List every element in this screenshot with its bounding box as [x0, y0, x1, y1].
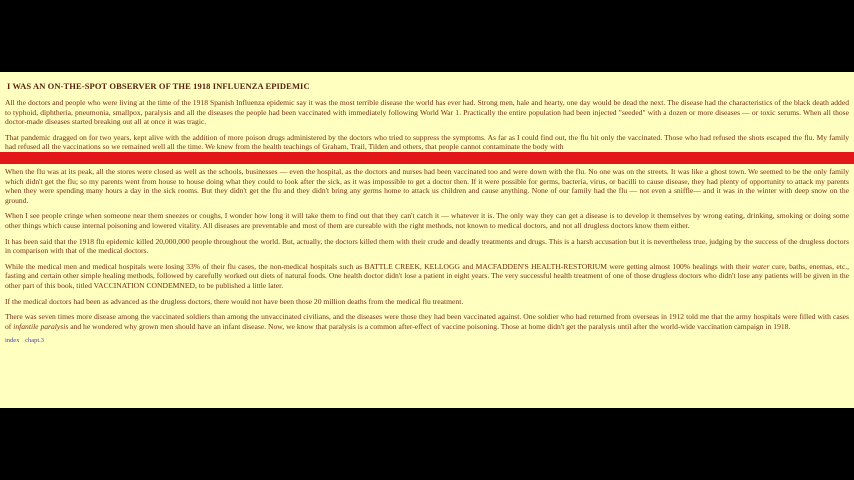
emphasis-infantile-paralysis: infantile paralysis	[13, 321, 69, 331]
paragraph-6-part-b: cure, baths, enemas, etc., fasting and certain other simple healing methods, followed by carefully worked out diets of natural foods. One health doctor didn't lose a patient in eight years. The very successful health treatment of one of those drugless doctors who didn't lose any patients will be given in the other part of this book, titled VACCINATION CONDEMNED, to be published a little later.	[5, 261, 849, 290]
footer-nav	[5, 337, 849, 344]
paragraph-8-part-b: and he wondered why grown men should have an infant disease. Now, we know that paralysis is a common after-effect of vaccine poisoning. Those at home didn't get the paralysis until after the world-wide vaccination campaign in 1918.	[68, 321, 791, 331]
paragraph-6-part-a: While the medical men and medical hospitals were losing 33% of their flu cases, the non-medical hospitals such as BATTLE CREEK, KELLOGG and MACFADDEN'S HEALTH-RESTORIUM were getting almost 100% healings with their	[5, 261, 753, 271]
emphasis-water: water	[752, 261, 770, 271]
paragraph-2: That pandemic dragged on for two years, kept alive with the addition of more poison drugs administered by the doctors who tried to suppress the symptoms. As far as I could find out, the flu hit only the vaccinated. Those who had refused the shots escaped the flu. My family had refused all the vaccinations so we remained well all the time. We knew from the health teachings of Graham, Trail, Tilden and others, that people cannot contaminate the body with	[5, 132, 849, 152]
paragraph-3: When the flu was at its peak, all the stores were closed as well as the schools, businesses — even the hospital, as the doctors and nurses had been vaccinated too and were down with the flu. No one was on the streets. It was like a ghost town. We seemed to be the only family which didn't get the flu; so my parents went from house to house doing what they could to look after the sick, as it was impossible to get a doctor then. If it were possible for germs, bacteria, virus, or bacilli to cause disease, they had plenty of opportunity to attack my parents when they were spending many hours a day in the sick rooms. But they didn't get the flu and they didn't bring any germs home to attack us children and cause anything. None of our family had the flu — not even a sniffle— and it was in the winter with deep snow on the ground.	[5, 166, 849, 205]
paragraph-7: If the medical doctors had been as advanced as the drugless doctors, there would not have been those 20 million deaths from the medical flu treatment.	[5, 296, 464, 306]
redacted-highlight-bar	[0, 152, 854, 164]
paragraph-1: All the doctors and people who were living at the time of the 1918 Spanish Influenza epidemic say it was the most terrible disease the world has ever had. Strong men, hale and hearty, one day would be dead the next. The disease had the characteristics of the black death added to typhoid, diphtheria, pneumonia, smallpox, paralysis and all the diseases the people had been vaccinated with immediately following World War 1. Practically the entire population had been injected "seeded" with a dozen or more diseases — or toxic serums. When all those doctor-made diseases started breaking out all at once it was tragic.	[5, 98, 849, 127]
document-page	[0, 72, 854, 408]
paragraph-4: When I see people cringe when someone near them sneezes or coughs, I wonder how long it will take them to find out that they can't catch it — whatever it is. The only way they can get a disease is to develop it themselves by wrong eating, drinking, smoking or doing some other things which cause internal poisoning and lowered vitality. All diseases are preventable and most of them are cureable with the right methods, not known to medical doctors, and not all drugless doctors know them either.	[5, 211, 849, 230]
chapter-3-link[interactable]: chapt.3	[25, 337, 45, 345]
paragraph-5: It has been said that the 1918 flu epidemic killed 20,000,000 people throughout the world. But, actually, the doctors killed them with their crude and deadly treatments and drugs. This is a harsh accusation but it is nevertheless true, judging by the success of the drugless doctors in comparison with that of the medical doctors.	[5, 236, 849, 256]
index-link[interactable]: index	[5, 337, 20, 345]
paragraph-8-part-a: There was seven times more disease among the vaccinated soldiers than among the unvaccinated civilians, and the diseases were those they had been vaccinated against. One soldier who had returned from overseas in 1912 told me that the army hospitals were filled with cases of	[5, 312, 849, 331]
paragraph-6	[5, 262, 849, 291]
page-title: I WAS AN ON-THE-SPOT OBSERVER OF THE 1918 INFLUENZA EPIDEMIC	[7, 81, 310, 91]
paragraph-8	[5, 312, 849, 331]
